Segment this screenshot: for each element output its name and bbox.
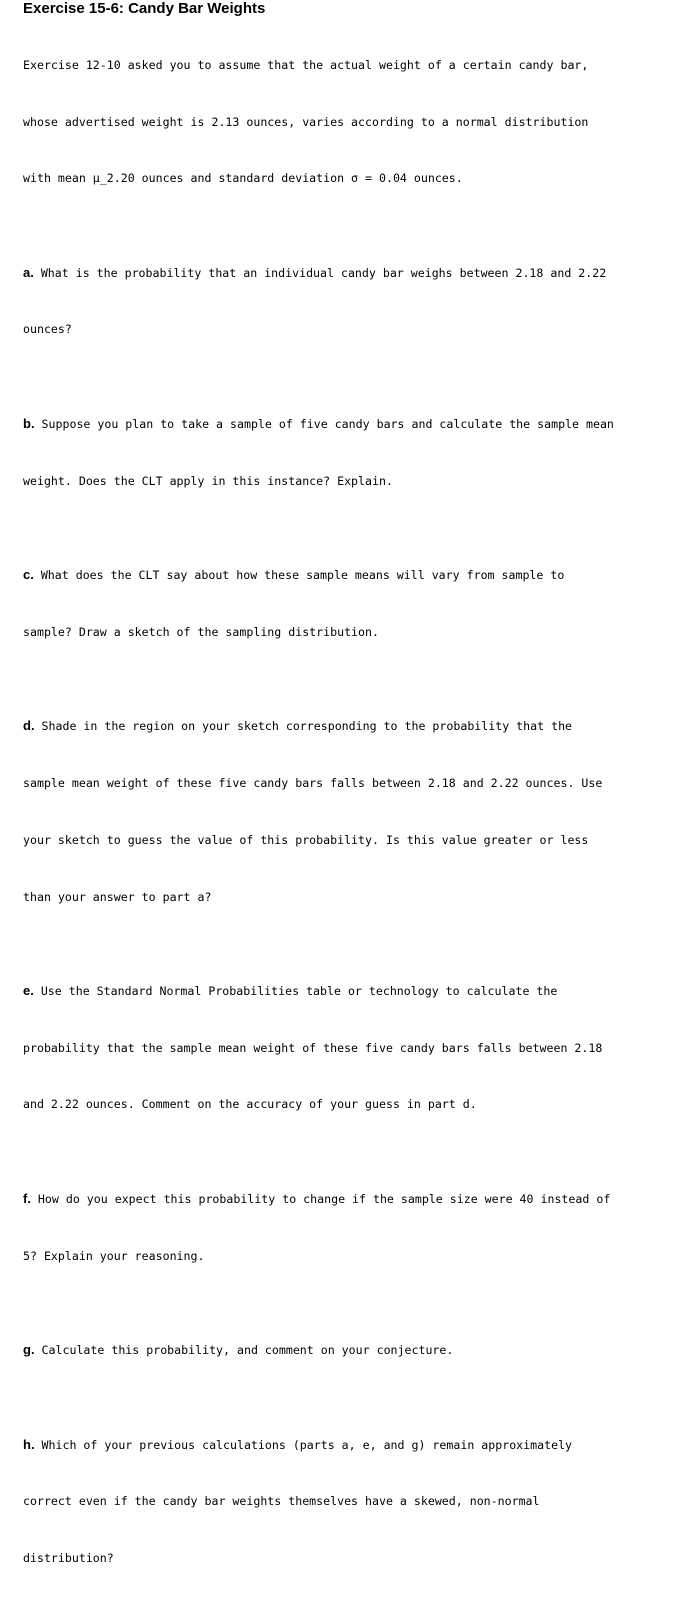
intro-line: whose advertised weight is 2.13 ounces, varies according to a normal distribution — [23, 114, 589, 129]
question-a — [23, 226, 691, 377]
question-line: weight. Does the CLT apply in this instance? Explain. — [23, 473, 393, 488]
exercise-page — [23, 0, 691, 1606]
question-line — [23, 264, 691, 283]
question-line — [23, 717, 691, 736]
question-e — [23, 944, 691, 1152]
question-line — [23, 1190, 691, 1209]
question-label: d. — [23, 718, 35, 734]
exercise-title: Exercise 15-6: Candy Bar Weights — [23, 0, 266, 17]
question-line: probability that the sample mean weight of these five candy bars falls between 2.18 — [23, 1040, 603, 1055]
question-line: sample? Draw a sketch of the sampling distribution. — [23, 624, 379, 639]
question-text: Which of your previous calculations (parts a, e, and g) remain approximately — [34, 1437, 573, 1452]
question-line: sample mean weight of these five candy bars falls between 2.18 and 2.22 ounces. Use — [23, 776, 603, 791]
question-line — [23, 566, 691, 585]
question-line — [23, 1436, 691, 1455]
intro-line: with mean μ_2.20 ounces and standard deviation σ = 0.04 ounces. — [23, 171, 463, 186]
question-line: 5? Explain your reasoning. — [23, 1248, 205, 1263]
question-c — [23, 528, 691, 679]
question-text: What does the CLT say about how these sample means will vary from sample to — [33, 568, 565, 583]
question-text: Suppose you plan to take a sample of five candy bars and calculate the sample mean — [34, 416, 614, 431]
intro-line: Exercise 12-10 asked you to assume that the actual weight of a certain candy bar, — [23, 57, 589, 72]
question-b — [23, 377, 691, 528]
question-label: g. — [23, 1342, 35, 1358]
question-label: c. — [23, 567, 34, 583]
question-d — [23, 680, 691, 945]
question-line: distribution? — [23, 1551, 114, 1566]
question-h — [23, 1398, 691, 1606]
question-label: a. — [23, 264, 34, 280]
question-line: ounces? — [23, 322, 72, 337]
question-line — [23, 982, 691, 1001]
question-line: and 2.22 ounces. Comment on the accuracy of your guess in part d. — [23, 1097, 477, 1112]
question-line: correct even if the candy bar weights themselves have a skewed, non-normal — [23, 1494, 540, 1509]
question-line: your sketch to guess the value of this probability. Is this value greater or less — [23, 832, 589, 847]
question-label: b. — [23, 415, 35, 431]
question-text: Calculate this probability, and comment on your conjecture. — [34, 1343, 454, 1358]
exercise-intro — [23, 18, 691, 226]
question-text: What is the probability that an individual candy bar weighs between 2.18 and 2.22 — [33, 265, 607, 280]
question-label: h. — [23, 1436, 35, 1452]
question-line — [23, 415, 691, 434]
question-f — [23, 1152, 691, 1303]
question-line — [23, 1341, 691, 1360]
question-label: f. — [23, 1190, 31, 1206]
question-line: than your answer to part a? — [23, 889, 212, 904]
question-text: Shade in the region on your sketch corresponding to the probability that the — [34, 719, 573, 734]
question-text: Use the Standard Normal Probabilities table or technology to calculate the — [33, 984, 558, 999]
question-text: How do you expect this probability to change if the sample size were 40 instead of — [30, 1191, 611, 1206]
question-g — [23, 1303, 691, 1398]
question-label: e. — [23, 983, 34, 999]
